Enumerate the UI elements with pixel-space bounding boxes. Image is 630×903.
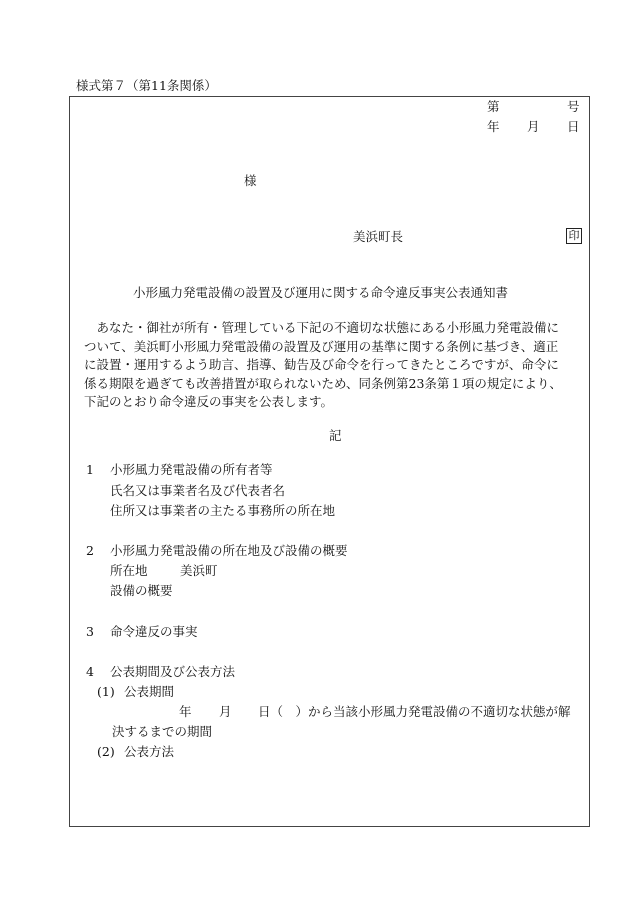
body-line: 下記のとおり命令違反の事実を公表します。 bbox=[84, 394, 334, 409]
section2-location-value: 美浜町 bbox=[180, 563, 218, 578]
body-paragraph bbox=[84, 319, 585, 412]
form-number-label: 様式第７（第11条関係） bbox=[76, 78, 217, 93]
section2-location-label: 所在地 bbox=[110, 563, 148, 578]
document-title: 小形風力発電設備の設置及び運用に関する命令違反事実公表通知書 bbox=[133, 285, 509, 300]
section1-item-name: 氏名又は事業者名及び代表者名 bbox=[110, 483, 286, 498]
section4-title: 公表期間及び公表方法 bbox=[110, 664, 236, 679]
section2-title: 小形風力発電設備の所在地及び設備の概要 bbox=[110, 543, 348, 558]
period-day-text: 日（ ）から当該小形風力発電設備の不適切な状態が解 bbox=[258, 704, 571, 719]
section1-item-address: 住所又は事業者の主たる事務所の所在地 bbox=[110, 503, 336, 518]
section1-number: 1 bbox=[86, 462, 94, 477]
section3-number: 3 bbox=[86, 624, 94, 639]
period-year: 年 bbox=[179, 704, 192, 719]
addressee-suffix: 様 bbox=[244, 173, 257, 188]
body-line: あなた・御社が所有・管理している下記の不適切な状態にある小形風力発電設備に bbox=[84, 320, 560, 335]
body-line: ついて、美浜町小形風力発電設備の設置及び運用の基準に関する条例に基づき、適正 bbox=[84, 338, 559, 354]
section2-number: 2 bbox=[86, 543, 94, 558]
date-year: 年 bbox=[487, 119, 500, 134]
section4-sub1-label: (1) bbox=[97, 684, 115, 699]
seal-stamp-box: 印 bbox=[566, 228, 582, 244]
section4-sub1-title: 公表期間 bbox=[124, 684, 175, 699]
sender-name: 美浜町長 bbox=[353, 229, 404, 244]
period-month: 月 bbox=[219, 704, 232, 719]
section2-overview-label: 設備の概要 bbox=[110, 583, 173, 598]
ki-heading: 記 bbox=[329, 428, 342, 443]
doc-number-suffix: 号 bbox=[567, 99, 580, 114]
date-day: 日 bbox=[567, 119, 580, 134]
date-month: 月 bbox=[527, 119, 540, 134]
section4-sub2-title: 公表方法 bbox=[124, 744, 175, 759]
section4-sub2-label: (2) bbox=[97, 744, 115, 759]
section3-title: 命令違反の事実 bbox=[110, 624, 198, 639]
section1-title: 小形風力発電設備の所有者等 bbox=[110, 462, 273, 477]
body-line: 係る期限を過ぎても改善措置が取られないため、同条例第23条第１項の規定により、 bbox=[84, 375, 562, 391]
doc-number-prefix: 第 bbox=[487, 99, 500, 114]
body-line: に設置・運用するよう助言、指導、勧告及び命令を行ってきたところですが、命令に bbox=[84, 357, 559, 372]
period-continuation: 決するまでの期間 bbox=[112, 724, 213, 739]
section4-number: 4 bbox=[86, 664, 94, 679]
